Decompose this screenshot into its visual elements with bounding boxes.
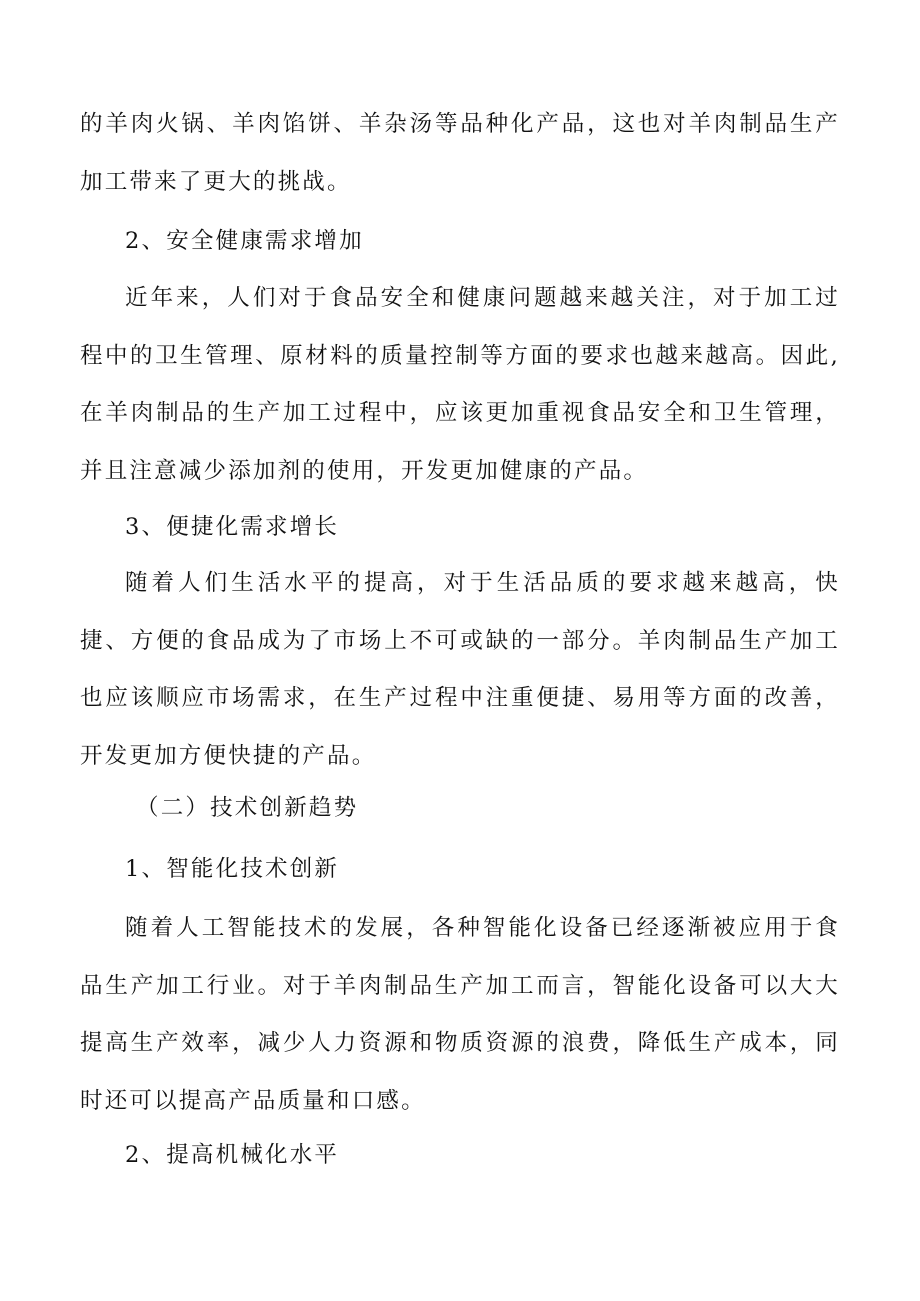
chapter-heading-tech-innovation: （二）技术创新趋势 [136,795,359,821]
section-heading-convenience: 3、便捷化需求增长 [125,514,340,540]
paragraph-safety-health: 近年来，人们对于食品安全和健康问题越来越关注，对于加工过程中的卫生管理、原材料的质量控制等方面的要求也越来越高。因此,在羊肉制品的生产加工过程中，应该更加重视食品安全和卫生管理，并且注意减少添加剂的使用，开发更加健康的产品。 [80,285,840,484]
paragraph-convenience: 随着人们生活水平的提高，对于生活品质的要求越来越高，快捷、方便的食品成为了市场上不可或缺的一部分。羊肉制品生产加工也应该顺应市场需求，在生产过程中注重便捷、易用等方面的改善，开发更加方便快捷的产品。 [80,570,840,769]
section-heading-intelligent-tech: 1、智能化技术创新 [125,856,340,882]
section-heading-safety-health: 2、安全健康需求增加 [125,228,364,254]
paragraph-continuation: 的羊肉火锅、羊肉馅饼、羊杂汤等品种化产品，这也对羊肉制品生产加工带来了更大的挑战。 [80,111,840,195]
paragraph-intelligent-tech: 随着人工智能技术的发展，各种智能化设备已经逐渐被应用于食品生产加工行业。对于羊肉制品生产加工而言，智能化设备可以大大提高生产效率，减少人力资源和物质资源的浪费，降低生产成本，同时还可以提高产品质量和口感。 [80,915,840,1114]
section-heading-mechanization: 2、提高机械化水平 [125,1142,340,1168]
